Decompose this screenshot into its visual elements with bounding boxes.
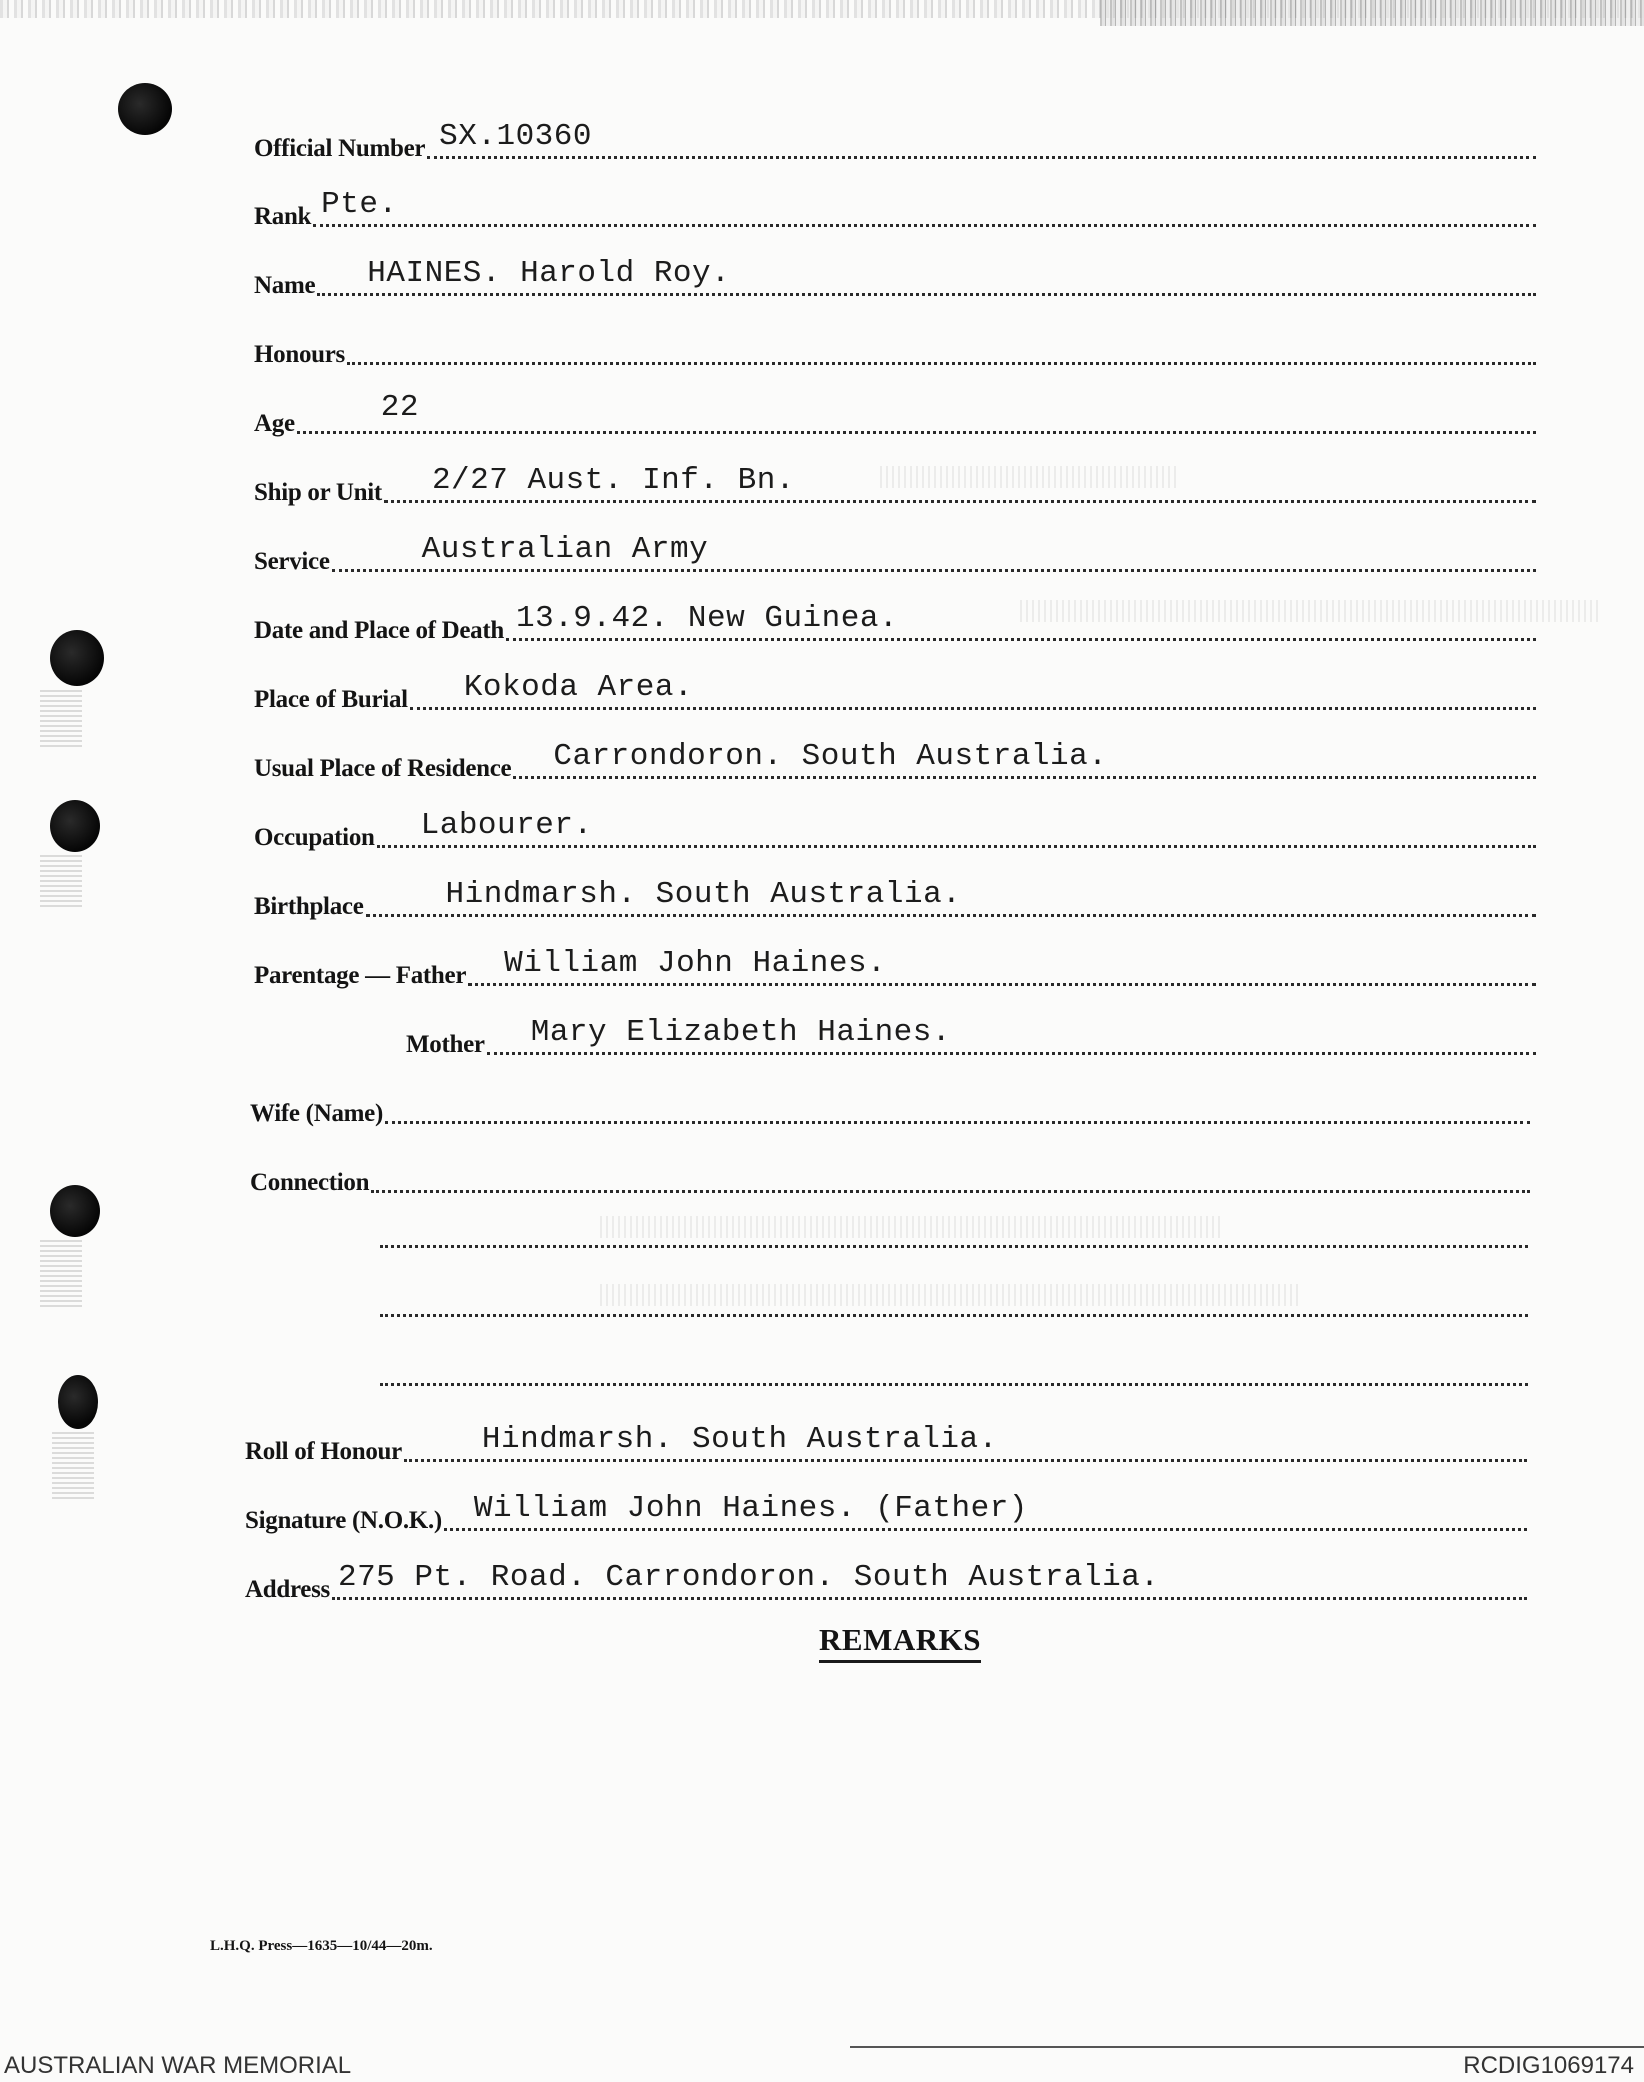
bottom-rule [850,2046,1644,2048]
field-label: Usual Place of Residence [254,755,512,782]
field-label: Rank [254,203,312,230]
connection-blank-line [380,1380,1528,1386]
field-value: SX.10360 [439,119,592,154]
field-label: Parentage — Father [254,962,467,989]
field-value: HAINES. Harold Roy. [367,256,731,291]
field-value: Pte. [321,187,398,222]
field-label: Age [254,410,295,437]
field-label: Birthplace [254,893,364,920]
dotted-line [347,332,1536,365]
scan-streak [40,855,82,910]
field-name [254,258,1536,302]
dotted-line [410,670,1536,710]
field-wife-name [250,1086,1530,1130]
dotted-line [332,1560,1527,1600]
punch-hole-3 [50,800,100,852]
field-service [254,534,1536,578]
dotted-line [468,946,1536,986]
field-parentage-mother [406,1017,1536,1061]
field-label: Date and Place of Death [254,617,504,644]
dotted-line [313,187,1536,227]
dotted-line [317,256,1536,296]
scan-streak [52,1432,94,1502]
field-value: Australian Army [421,532,709,567]
dotted-line [377,808,1536,848]
field-value: William John Haines. (Father) [473,1491,1028,1526]
dotted-line [384,463,1536,503]
field-date-place-of-death [254,603,1536,647]
field-label: Occupation [254,824,375,851]
field-label: Official Number [254,135,426,162]
field-official-number [254,121,1536,165]
field-label: Mother [406,1031,485,1058]
field-value: William John Haines. [504,946,887,981]
field-value: Mary Elizabeth Haines. [530,1015,951,1050]
punch-hole-4 [50,1185,100,1237]
punch-hole-1 [118,83,172,135]
punch-hole-2 [50,630,104,686]
connection-blank-line [380,1311,1528,1317]
dotted-line [297,390,1536,434]
dotted-line [513,739,1536,779]
dotted-line [427,119,1536,159]
punch-hole-5 [58,1375,98,1429]
field-value: Carrondoron. South Australia. [553,739,1108,774]
field-value: Labourer. [420,808,593,843]
field-honours [254,327,1536,371]
dotted-line [385,1091,1530,1124]
field-birthplace [254,879,1536,923]
scan-streak [40,690,82,750]
field-label: Honours [254,341,345,368]
printer-note: L.H.Q. Press—1635—10/44—20m. [210,1938,433,1954]
scan-streak [40,1240,82,1310]
field-place-of-burial [254,672,1536,716]
field-parentage-father [254,948,1536,992]
field-label: Place of Burial [254,686,408,713]
field-ship-or-unit [254,465,1536,509]
archive-credit: AUSTRALIAN WAR MEMORIAL [4,2052,352,2079]
show-through [600,1284,1300,1306]
scan-noise-band-dark [1100,0,1644,26]
remarks-heading: REMARKS [819,1622,981,1663]
field-label: Wife (Name) [250,1100,383,1127]
dotted-line [506,601,1536,641]
connection-blank-line [380,1242,1528,1248]
field-value: Hindmarsh. South Australia. [445,877,962,912]
field-label: Signature (N.O.K.) [245,1507,442,1534]
field-value: 275 Pt. Road. Carrondoron. South Australia. [337,1560,1160,1595]
field-label: Name [254,272,316,299]
dotted-line [366,877,1537,917]
field-value: Kokoda Area. [463,670,694,705]
field-value: 13.9.42. New Guinea. [516,601,899,636]
show-through [600,1216,1220,1238]
field-label: Connection [250,1169,370,1196]
field-label: Address [245,1576,330,1603]
field-label: Roll of Honour [245,1438,402,1465]
field-signature-nok [245,1493,1527,1537]
field-address [245,1562,1527,1606]
field-label: Ship or Unit [254,479,382,506]
field-value: Hindmarsh. South Australia. [481,1422,998,1457]
field-value: 2/27 Aust. Inf. Bn. [431,463,795,498]
archive-id: RCDIG1069174 [1463,2052,1634,2079]
field-occupation [254,810,1536,854]
field-usual-residence [254,741,1536,785]
field-roll-of-honour [245,1424,1527,1468]
field-label: Service [254,548,330,575]
dotted-line [444,1491,1527,1531]
field-rank [254,189,1536,233]
dotted-line [371,1160,1530,1193]
dotted-line [404,1422,1527,1462]
field-age [254,390,1536,440]
dotted-line [332,532,1536,572]
field-value: 22 [380,390,419,425]
dotted-line [487,1015,1536,1055]
field-connection [250,1155,1530,1199]
